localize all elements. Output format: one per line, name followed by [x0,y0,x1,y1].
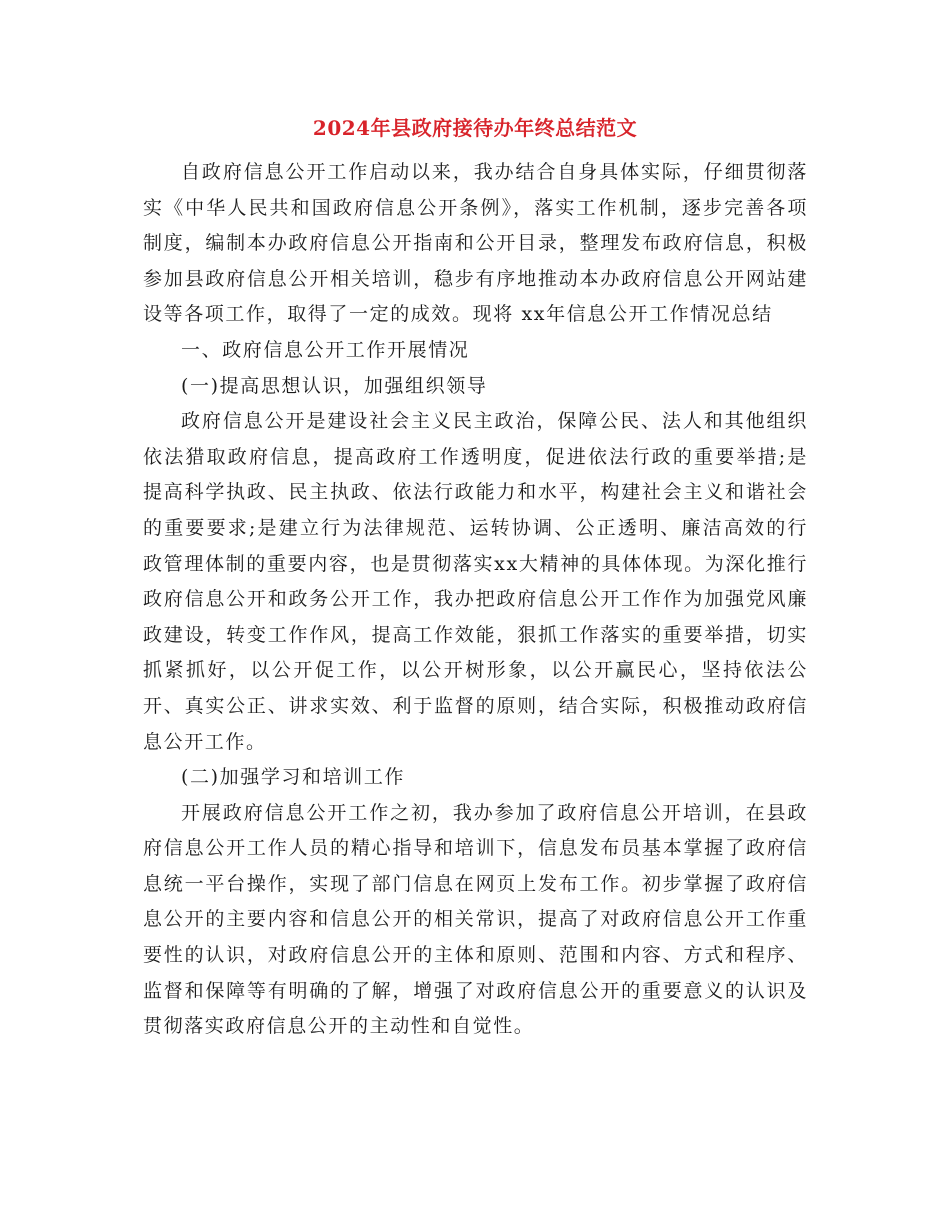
paragraph-intro: 自政府信息公开工作启动以来，我办结合自身具体实际，仔细贯彻落实《中华人民共和国政府信息公开条例》，落实工作机制，逐步完善各项制度，编制本办政府信息公开指南和公开目录，整理发布政府信息，积极参加县政府信息公开相关培训，稳步有序地推动本办政府信息公开网站建设等各项工作，取得了一定的成效。现将 xx年信息公开工作情况总结 [143,161,808,326]
subsection-heading-2: (二)加强学习和培训工作 [181,766,406,789]
document-title: 2024年县政府接待办年终总结范文 [312,116,638,140]
subsection-heading-1: (一)提高思想认识，加强组织领导 [181,374,488,397]
paragraph-subsection-2: 开展政府信息公开工作之初，我办参加了政府信息公开培训，在县政府信息公开工作人员的精心指导和培训下，信息发布员基本掌握了政府信息统一平台操作，实现了部门信息在网页上发布工作。初步掌握了政府信息公开的主要内容和信息公开的相关常识，提高了对政府信息公开工作重要性的认识，对政府信息公开的主体和原则、范围和内容、方式和程序、监督和保障等有明确的了解，增强了对政府信息公开的重要意义的认识及贯彻落实政府信息公开的主动性和自觉性。 [143,801,808,1038]
section-heading-1: 一、政府信息公开工作开展情况 [181,338,470,361]
document-body [143,155,808,1045]
paragraph-subsection-1: 政府信息公开是建设社会主义民主政治，保障公民、法人和其他组织依法猎取政府信息，提高政府工作透明度，促进依法行政的重要举措;是提高科学执政、民主执政、依法行政能力和水平，构建社会主义和谐社会的重要要求;是建立行为法律规范、运转协调、公正透明、廉洁高效的行政管理体制的重要内容，也是贯彻落实xx大精神的具体体现。为深化推行政府信息公开和政务公开工作，我办把政府信息公开工作作为加强党风廉政建设，转变工作作风，提高工作效能，狠抓工作落实的重要举措，切实抓紧抓好，以公开促工作，以公开树形象，以公开赢民心，坚持依法公开、真实公正、讲求实效、利于监督的原则，结合实际，积极推动政府信息公开工作。 [143,410,808,753]
